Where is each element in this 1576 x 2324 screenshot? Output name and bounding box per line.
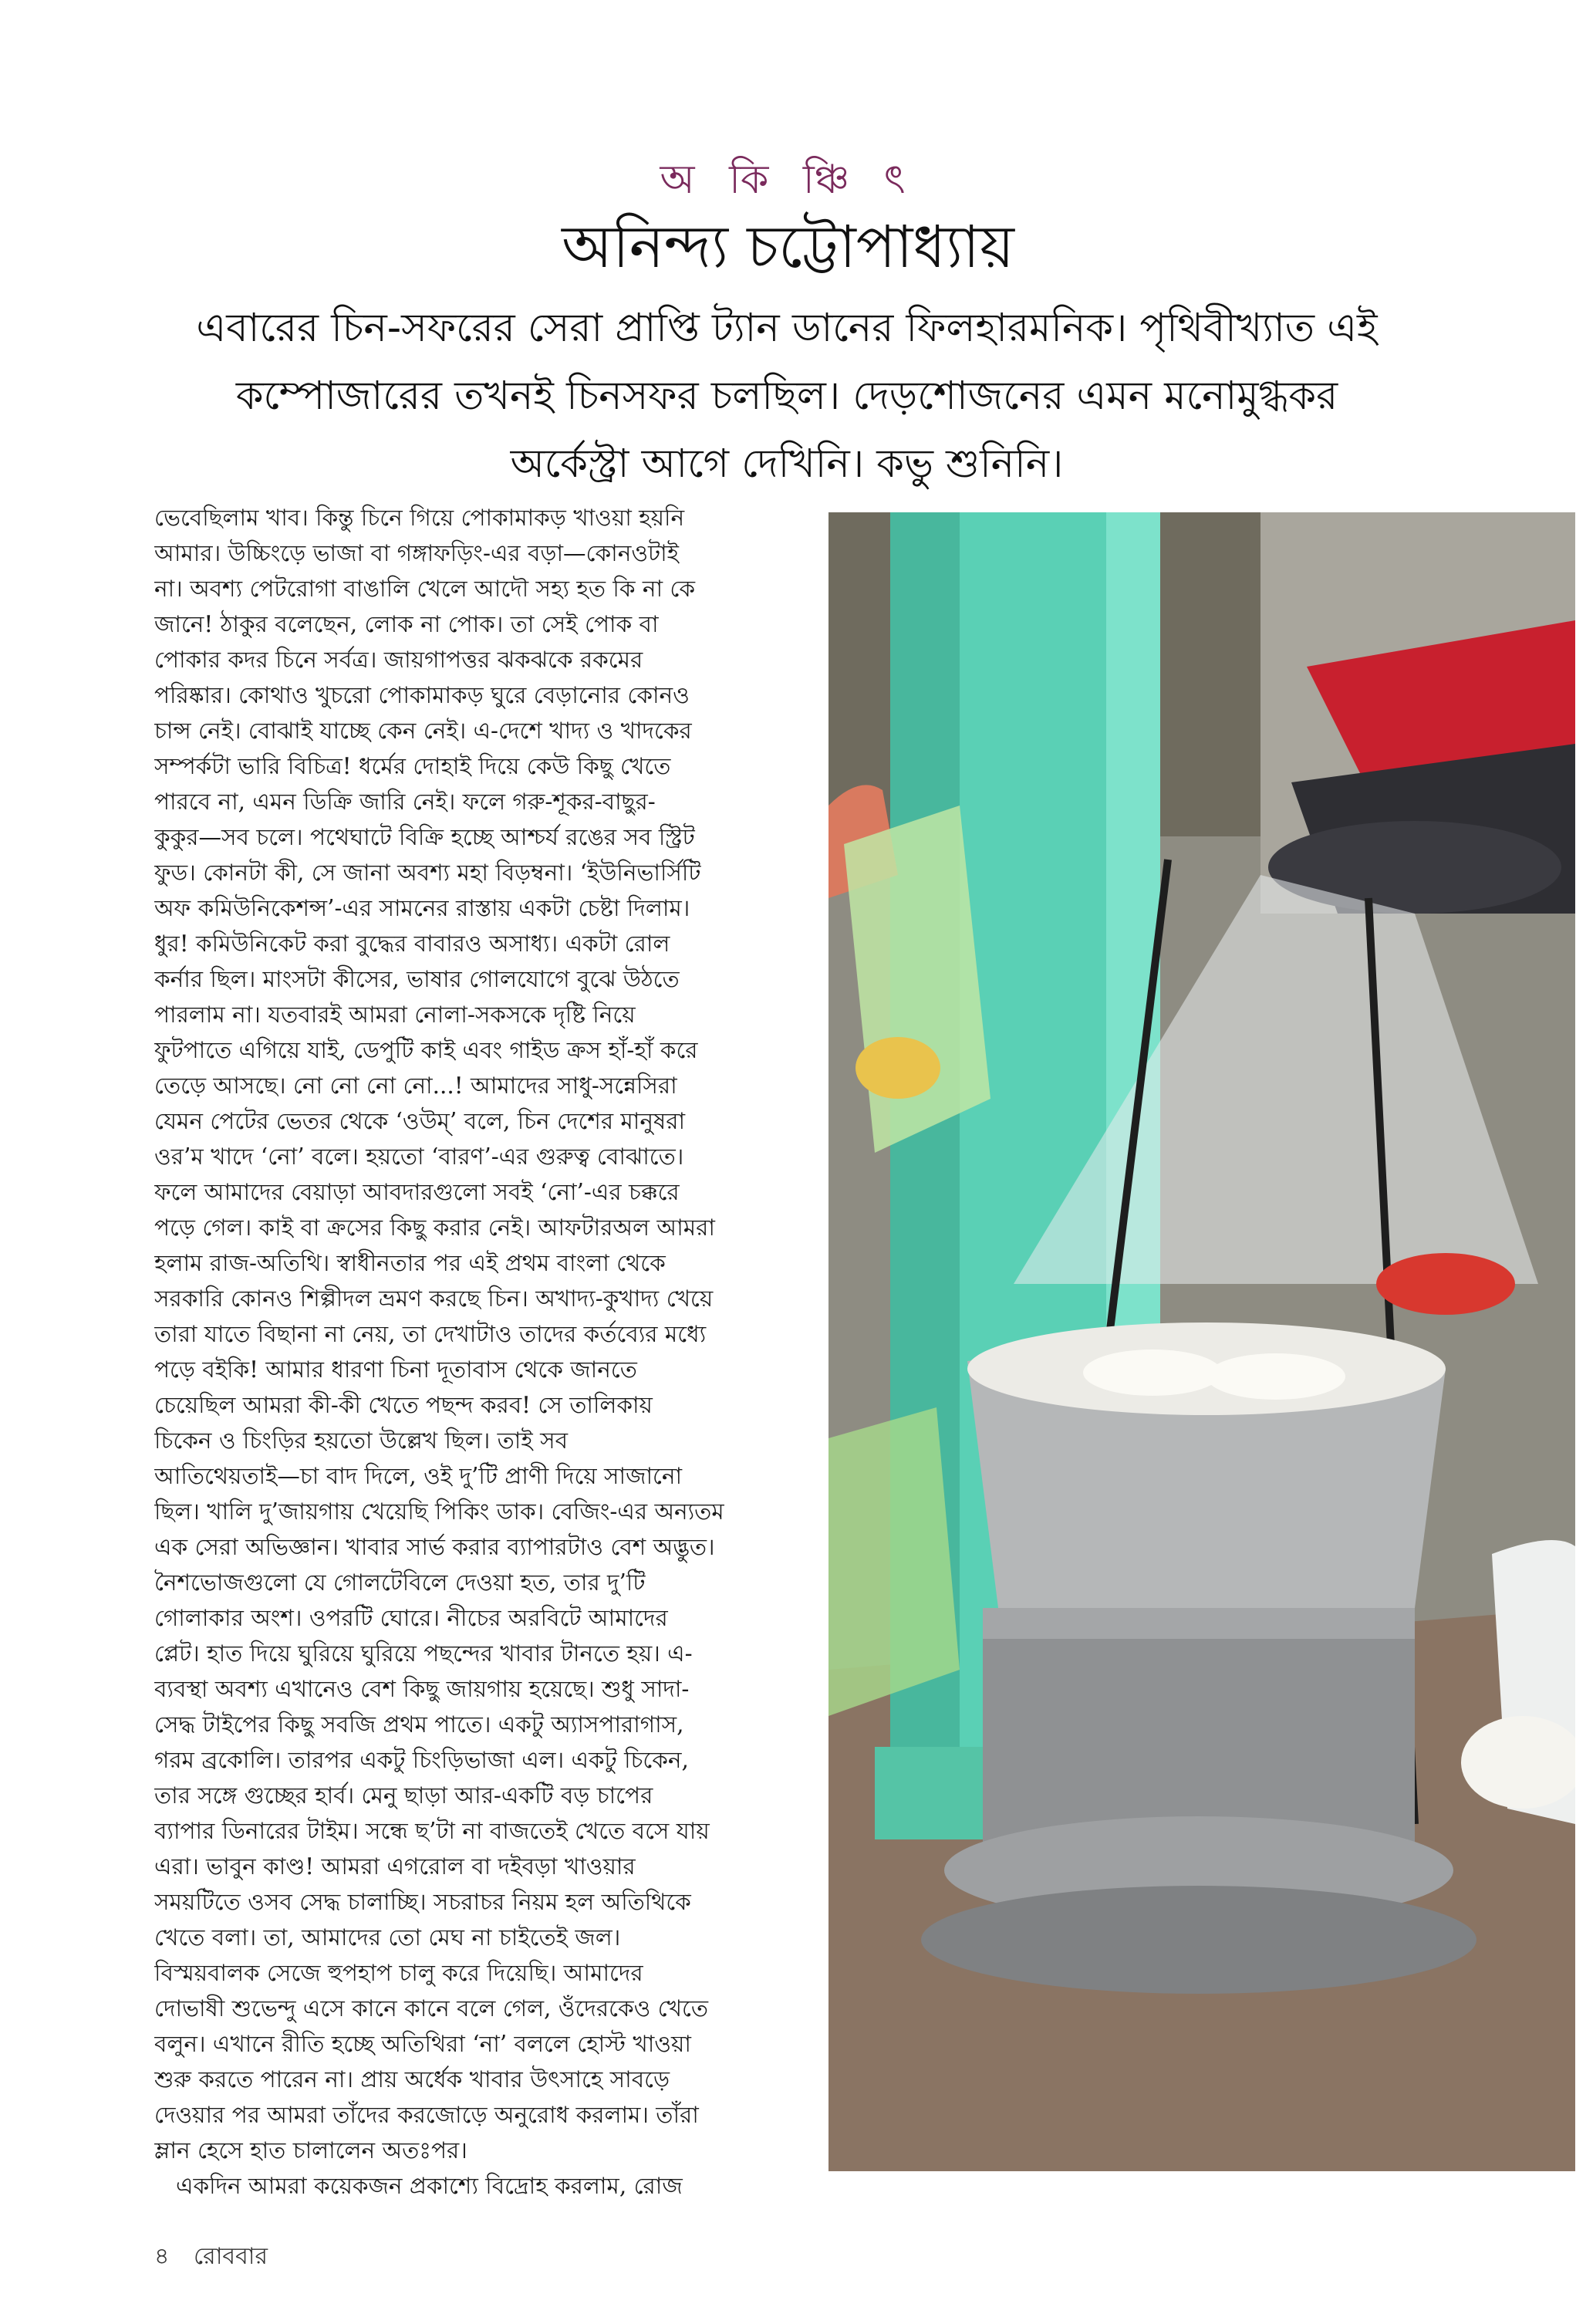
body-text-line: আতিথেয়তাই—চা বাদ দিলে, ওই দু’টি প্রাণী দিয়ে সাজানো	[154, 1463, 683, 1489]
body-text-line: কুকুর—সব চলে। পথেঘাটে বিক্রি হচ্ছে আশ্চর্য রঙের সব স্ট্রিট	[154, 824, 695, 850]
page-footer	[154, 2238, 285, 2277]
body-text-line: তেড়ে আসছে। নো নো নো নো...! আমাদের সাধু-সন্নেসিরা	[154, 1072, 677, 1099]
body-text-line: সরকারি কোনও শিল্পীদল ভ্রমণ করছে চিন। অখাদ্য-কুখাদ্য খেয়ে	[154, 1285, 714, 1312]
body-text-line: হলাম রাজ-অতিথি। স্বাধীনতার পর এই প্রথম বাংলা থেকে	[154, 1250, 666, 1276]
body-text-line: ব্যাপার ডিনারের টাইম। সন্ধে ছ’টা না বাজতেই খেতে বসে যায়	[154, 1818, 710, 1844]
body-text-line: গরম ব্রকোলি। তারপর একটু চিংড়িভাজা এল। একটু চিকেন,	[154, 1747, 689, 1773]
body-text-line: জানে! ঠাকুর বলেছেন, লোক না পোক। তা সেই পোক বা	[154, 611, 659, 637]
standfirst-line: অর্কেস্ট্রা আগে দেখিনি। কভু শুনিনি।	[510, 441, 1064, 487]
page-number: ৪	[154, 2243, 170, 2270]
body-text-line: চান্স নেই। বোঝাই যাচ্ছে কেন নেই। এ-দেশে খাদ্য ও খাদকের	[154, 718, 692, 744]
body-text-line: সম্পর্কটা ভারি বিচিত্র! ধর্মের দোহাই দিয়ে কেউ কিছু খেতে	[154, 753, 671, 779]
body-text-line: পারলাম না। যতবারই আমরা নোলা-সকসকে দৃষ্টি নিয়ে	[154, 1002, 636, 1028]
body-text-line: ফলে আমাদের বেয়াড়া আবদারগুলো সবই ‘নো’-এর চক্করে	[154, 1179, 680, 1205]
standfirst-line: এবারের চিন-সফরের সেরা প্রাপ্তি ট্যান ডানের ফিলহারমনিক। পৃথিবীখ্যাত এই	[196, 306, 1378, 351]
body-text-line: প্লেট। হাত দিয়ে ঘুরিয়ে ঘুরিয়ে পছন্দের খাবার টানতে হয়। এ-	[154, 1640, 693, 1667]
body-text-line: সেদ্ধ টাইপের কিছু সবজি প্রথম পাতে। একটু অ্যাসপারাগাস,	[154, 1711, 684, 1738]
body-text-line: নৈশভোজগুলো যে গোলটেবিলে দেওয়া হত, তার দু’টি	[154, 1569, 646, 1596]
body-text-line: ধুর! কমিউনিকেট করা বুদ্ধের বাবারও অসাধ্য। একটা রোল	[154, 931, 670, 957]
body-text-line: বলুন। এখানে রীতি হচ্ছে অতিথিরা ‘না’ বললে হোস্ট খাওয়া	[154, 2031, 691, 2057]
body-text-line: শুরু করতে পারেন না। প্রায় অর্ধেক খাবার উৎসাহে সাবড়ে	[154, 2066, 670, 2093]
body-text-line: ওর’ম খাদে ‘নো’ বলে। হয়তো ‘বারণ’-এর গুরুত্ব বোঝাতে।	[154, 1143, 684, 1170]
body-text-line: গোলাকার অংশ। ওপরটি ঘোরে। নীচের অরবিটে আমাদের	[154, 1605, 668, 1631]
body-text-line: পারবে না, এমন ডিক্রি জারি নেই। ফলে গরু-শূকর-বাছুর-	[154, 789, 656, 815]
body-text-line: ছিল। খালি দু’জায়গায় খেয়েছি পিকিং ডাক। বেজিং-এর অন্যতম	[154, 1498, 724, 1525]
body-text-line: ভেবেছিলাম খাব। কিন্তু চিনে গিয়ে পোকামাকড় খাওয়া হয়নি	[154, 505, 685, 531]
publication-name: রোববার	[194, 2243, 268, 2270]
body-text-column	[154, 500, 849, 2204]
body-text-line: চেয়েছিল আমরা কী-কী খেতে পছন্দ করব! সে তালিকায়	[154, 1392, 653, 1418]
body-text-line: আমার। উচ্চিংড়ে ভাজা বা গঙ্গাফড়িং-এর বড়া—কোনওটাই	[154, 540, 679, 566]
body-text-line: না। অবশ্য পেটরোগা বাঙালি খেলে আদৌ সহ্য হত কি না কে	[154, 576, 696, 602]
body-text-line: এরা। ভাবুন কাণ্ড! আমরা এগরোল বা দইবড়া খাওয়ার	[154, 1853, 636, 1880]
author-name: অনিন্দ্য চট্টোপাধ্যায়	[562, 212, 1014, 281]
body-text-line: ব্যবস্থা অবশ্য এখানেও বেশ কিছু জায়গায় হয়েছে। শুধু সাদা-	[154, 1676, 690, 1702]
body-text-line: পোকার কদর চিনে সর্বত্র। জায়গাপত্তর ঝকঝকে রকমের	[154, 647, 643, 673]
body-text-line: একদিন আমরা কয়েকজন প্রকাশ্যে বিদ্রোহ করলাম, রোজ	[176, 2173, 683, 2199]
body-text-line: কর্নার ছিল। মাংসটা কীসের, ভাষার গোলযোগে বুঝে উঠতে	[154, 966, 680, 992]
body-text-line: তারা যাতে বিছানা না নেয়, তা দেখাটাও তাদের কর্তব্যের মধ্যে	[154, 1321, 707, 1347]
standfirst	[154, 295, 1419, 498]
body-text-line: দোভাষী শুভেন্দু এসে কানে কানে বলে গেল, ওঁদেরকেও খেতে	[154, 1995, 709, 2022]
body-text-line: পরিষ্কার। কোথাও খুচরো পোকামাকড় ঘুরে বেড়ানোর কোনও	[154, 682, 690, 708]
body-text-line: চিকেন ও চিংড়ির হয়তো উল্লেখ ছিল। তাই সব	[154, 1427, 568, 1454]
body-text-line: সময়টিতে ওসব সেদ্ধ চালাচ্ছি। সচরাচর নিয়ম হল অতিথিকে	[154, 1889, 691, 1915]
street-food-photo	[828, 512, 1575, 2171]
body-text-line: ম্লান হেসে হাত চালালেন অতঃপর।	[154, 2137, 467, 2164]
body-text-line: বিস্ময়বালক সেজে হুপহাপ চালু করে দিয়েছি। আমাদের	[154, 1960, 643, 1986]
body-text-line: পড়ে বইকি! আমার ধারণা চিনা দূতাবাস থেকে জানতে	[154, 1356, 637, 1383]
body-text-line: ফুটপাতে এগিয়ে যাই, ডেপুটি কাই এবং গাইড ক্রস হাঁ-হাঁ করে	[154, 1037, 698, 1063]
body-text-line: এক সেরা অভিজ্ঞান। খাবার সার্ভ করার ব্যাপারটাও বেশ অদ্ভুত।	[154, 1534, 715, 1560]
body-text-line: দেওয়ার পর আমরা তাঁদের করজোড়ে অনুরোধ করলাম। তাঁরা	[154, 2102, 699, 2128]
article-kicker: অ কি ঞ্চি ৎ	[660, 157, 916, 203]
body-text-line: যেমন পেটের ভেতর থেকে ‘ওউম্’ বলে, চিন দেশের মানুষরা	[154, 1108, 686, 1134]
body-text-line: পড়ে গেল। কাই বা ক্রসের কিছু করার নেই। আফটারঅল আমরা	[154, 1214, 715, 1241]
body-text-line: ফুড। কোনটা কী, সে জানা অবশ্য মহা বিড়ম্বনা। ‘ইউনিভার্সিটি	[154, 860, 701, 886]
body-text-line: তার সঙ্গে গুচ্ছের হার্ব। মেনু ছাড়া আর-একটি বড় চাপের	[154, 1782, 653, 1809]
body-text-line: অফ কমিউনিকেশন্স’-এর সামনের রাস্তায় একটা চেষ্টা দিলাম।	[154, 895, 690, 921]
body-text-line: খেতে বলা। তা, আমাদের তো মেঘ না চাইতেই জল।	[154, 1924, 621, 1951]
standfirst-line: কম্পোজারের তখনই চিনসফর চলছিল। দেড়শোজনের এমন মনোমুগ্ধকর	[235, 373, 1338, 419]
